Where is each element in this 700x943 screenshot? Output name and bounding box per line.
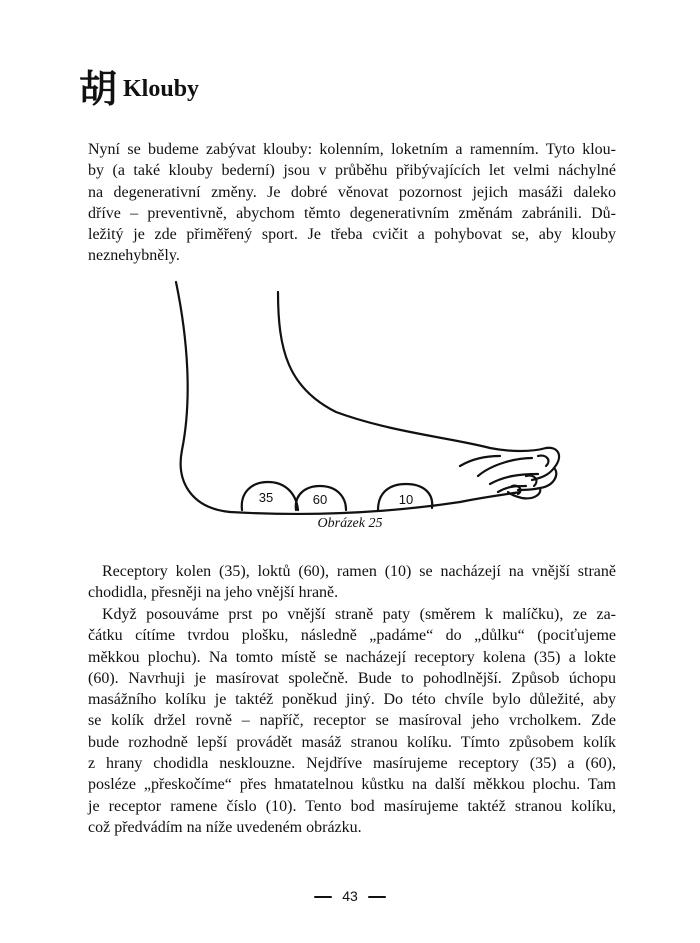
text-line: dříve – preventivně, abychom těmto degenerativním změnám zabránili. Dů- <box>88 204 616 222</box>
figure-caption: Obrázek 25 <box>317 516 383 531</box>
heel-outline <box>176 282 230 512</box>
section-title: Klouby <box>123 76 200 102</box>
text-line: se kolík držel rovně – napříč, receptor se masíroval jeho vrcholkem. Zde <box>88 712 616 730</box>
toenail <box>538 456 548 466</box>
receptor-label-10: 10 <box>398 492 414 507</box>
text-line: ležitý je zde přiměřený sport. Je třeba cvičit a pohybovat se, aby klouby <box>88 226 616 244</box>
footer-dash-left <box>314 896 332 898</box>
text-line: bude rozhodně lepší provádět masáž stranou kolíku. Tímto způsobem kolík <box>88 733 616 751</box>
page-footer <box>0 888 700 904</box>
text-line: posléze „přeskočíme“ přes hmatatelnou kůstku na další měkkou plochu. Tam <box>88 776 616 794</box>
text-line: chodidla, přesněji na jeho vnější hraně. <box>88 584 339 602</box>
text-line: masážního kolíku je taktéž poněkud jiný. Do této chvíle bylo důležité, aby <box>88 691 616 709</box>
text-line: měkkou plochu). Na tomto místě se nacházejí receptory kolena (35) a lokte <box>88 648 616 666</box>
paragraph-intro <box>88 139 616 267</box>
text-line: čátku cítíme tvrdou plošku, následně „padáme“ do „důlku“ (pociťujeme <box>88 627 616 645</box>
receptor-label-60: 60 <box>312 492 328 507</box>
section-heading <box>79 66 200 111</box>
text-line: Když posouváme prst po vnější straně paty (směrem k malíčku), ze za- <box>102 606 616 623</box>
paragraph-receptors <box>88 561 616 604</box>
text-line: je receptor ramene číslo (10). Tento bod masírujeme taktéž stranou kolíku, <box>88 797 616 815</box>
footer-dash-right <box>368 896 386 898</box>
text-line: (60). Navrhuji je masírovat společně. Bude to pohodlnější. Způsob úchopu <box>88 669 616 687</box>
toenail <box>526 476 536 486</box>
receptor-label-35: 35 <box>258 490 274 505</box>
foot-illustration <box>160 280 580 520</box>
instep-outline <box>278 292 546 451</box>
page-number: 43 <box>342 888 358 904</box>
chinese-glyph: 胡 <box>79 66 118 111</box>
text-line: z hrany chodidla nesklouzne. Nejdříve masírujeme receptory (35) a (60), <box>88 755 616 773</box>
text-line: Receptory kolen (35), loktů (60), ramen (10) se nacházejí na vnější straně <box>102 563 616 580</box>
text-line: na degenerativní změny. Je dobré věnovat pozornost jejich masáži daleko <box>88 183 616 201</box>
text-line: což předvádím na níže uvedeném obrázku. <box>88 818 362 836</box>
text-line: by (a také klouby bederní) jsou v průběhu přibývajících let velmi náchylné <box>88 162 616 180</box>
text-line: Nyní se budeme zabývat klouby: kolenním, loketním a ramenním. Tyto klou- <box>88 141 616 158</box>
sole-outline <box>230 492 520 514</box>
text-line: neznehybněly. <box>88 247 180 265</box>
paragraph-technique <box>88 604 616 838</box>
